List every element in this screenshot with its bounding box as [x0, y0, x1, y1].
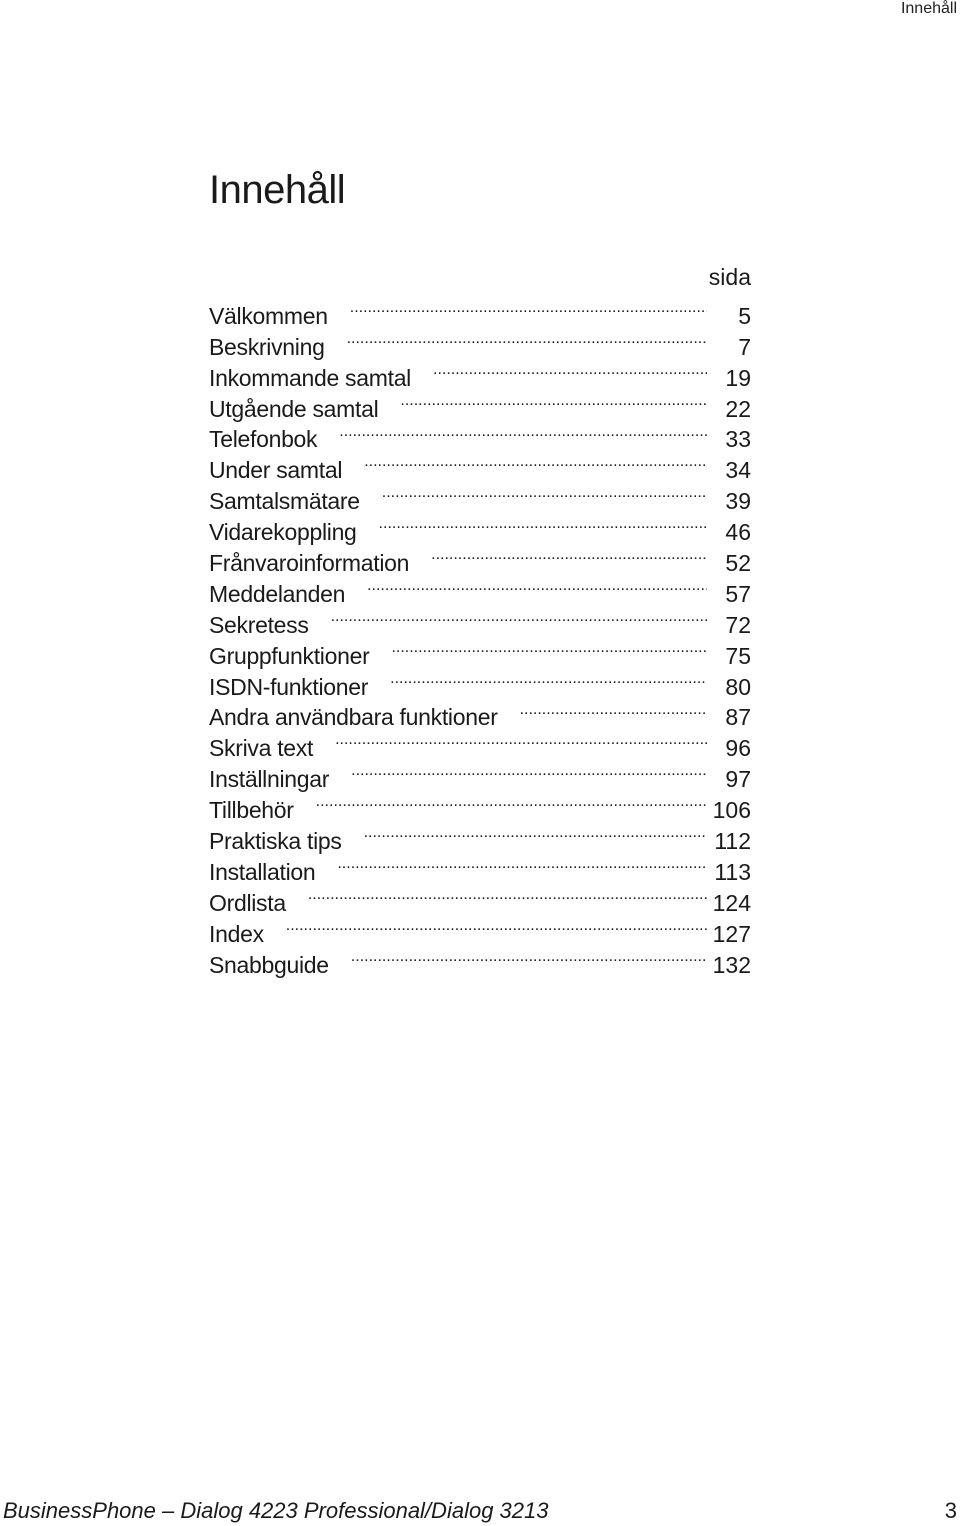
toc-entry-title: Under samtal — [209, 457, 343, 484]
toc-entry-title: Frånvaroinformation — [209, 550, 410, 577]
toc-dot-leader — [308, 880, 707, 911]
toc-entry-page: 57 — [725, 580, 751, 607]
toc-dot-leader — [331, 602, 707, 633]
toc-entry-title: Vidarekoppling — [209, 519, 357, 546]
toc-dot-leader — [337, 849, 707, 880]
toc-entry-title: Praktiska tips — [209, 828, 342, 855]
toc-dot-leader — [351, 942, 707, 973]
toc-entry-page: 39 — [725, 488, 751, 515]
toc-dot-leader — [339, 417, 707, 448]
toc-entry-title: Inkommande samtal — [209, 364, 411, 391]
toc-entry-page: 75 — [725, 642, 751, 669]
toc-dot-leader — [367, 571, 707, 602]
toc-entry-title: Välkommen — [209, 302, 328, 329]
toc-dot-leader — [347, 324, 707, 355]
toc-dot-leader — [520, 695, 707, 726]
toc-entry-title: Gruppfunktioner — [209, 642, 370, 669]
toc-dot-leader — [433, 355, 707, 386]
toc-entry-title: Andra användbara funktioner — [209, 704, 498, 731]
toc-entry-page: 33 — [725, 426, 751, 453]
toc-entry-page: 87 — [725, 704, 751, 731]
toc-dot-leader — [364, 447, 707, 478]
toc-entry-title: Meddelanden — [209, 580, 346, 607]
toc-dot-leader — [391, 633, 707, 664]
table-of-contents — [209, 262, 751, 978]
footer-page-number: 3 — [944, 1498, 957, 1523]
toc-dot-leader — [382, 478, 707, 509]
toc-dot-leader — [351, 756, 707, 787]
page-footer — [3, 1496, 957, 1526]
toc-entry-title: Telefonbok — [209, 426, 318, 453]
toc-entry-page: 112 — [714, 828, 751, 855]
toc-entry-title: Samtalsmätare — [209, 488, 360, 515]
toc-entry-page: 106 — [712, 797, 751, 824]
toc-entry-page: 97 — [725, 766, 751, 793]
toc-entry-title: Beskrivning — [209, 333, 325, 360]
running-header: Innehåll — [900, 0, 957, 17]
toc-entry-page: 72 — [725, 611, 751, 638]
toc-entry-page: 80 — [725, 673, 751, 700]
toc-entry-page: 96 — [725, 735, 751, 762]
toc-entry-page: 34 — [725, 457, 751, 484]
footer-product-title: BusinessPhone – Dialog 4223 Professional/Dialog 3213 — [3, 1498, 549, 1523]
toc-entry-page: 7 — [738, 333, 751, 360]
toc-dot-leader — [390, 664, 707, 695]
toc-entry-page: 132 — [712, 951, 751, 978]
toc-dot-leader — [335, 725, 707, 756]
toc-entry-page: 113 — [714, 858, 751, 885]
toc-dot-leader — [400, 386, 707, 417]
toc-entry-page: 124 — [712, 889, 751, 916]
toc-entry-page: 46 — [725, 519, 751, 546]
toc-entry-title: Ordlista — [209, 889, 286, 916]
toc-entry-title: Utgående samtal — [209, 395, 379, 422]
toc-entry-title: Installation — [209, 858, 316, 885]
page-title: Innehåll — [209, 168, 346, 212]
toc-entry-title: Skriva text — [209, 735, 314, 762]
toc-entry[interactable] — [209, 911, 751, 947]
toc-entry-title: Inställningar — [209, 766, 330, 793]
toc-entry-page: 127 — [712, 920, 751, 947]
toc-entry-page: 22 — [725, 395, 751, 422]
toc-entry-page: 19 — [725, 364, 751, 391]
toc-entry-title: Sekretess — [209, 611, 309, 638]
toc-entry[interactable] — [209, 942, 751, 978]
toc-entry-title: Index — [209, 920, 264, 947]
toc-entry-page: 5 — [738, 302, 751, 329]
page-column-label: sida — [708, 264, 751, 290]
toc-entry-title: Tillbehör — [209, 797, 294, 824]
toc-entry-title: Snabbguide — [209, 951, 329, 978]
toc-dot-leader — [286, 911, 707, 942]
toc-list — [209, 293, 751, 978]
toc-dot-leader — [431, 540, 707, 571]
toc-entry-title: ISDN-funktioner — [209, 673, 369, 700]
toc-entry-page: 52 — [725, 550, 751, 577]
toc-dot-leader — [316, 787, 707, 818]
toc-entry[interactable] — [209, 293, 751, 329]
toc-dot-leader — [379, 509, 707, 540]
toc-dot-leader — [350, 293, 707, 324]
toc-dot-leader — [364, 818, 707, 849]
